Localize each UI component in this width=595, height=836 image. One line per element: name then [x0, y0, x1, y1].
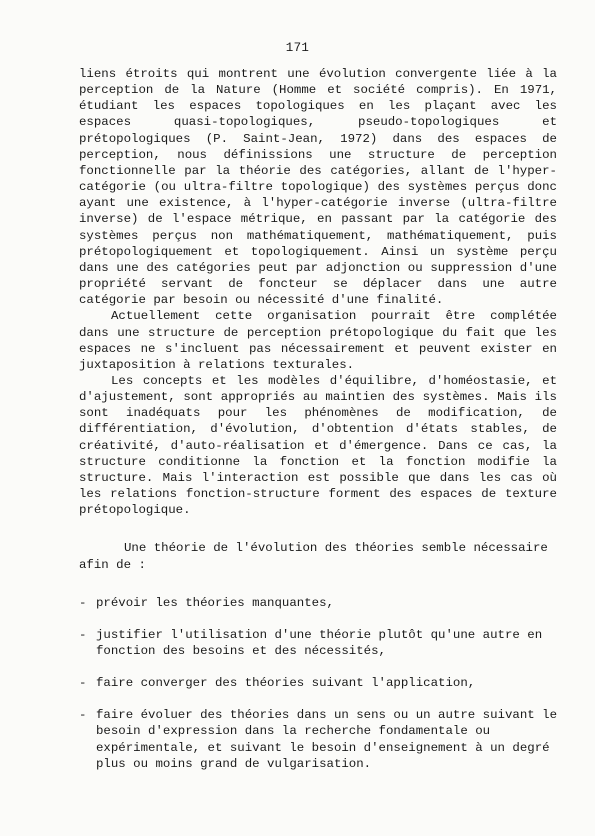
dash-bullet-icon: - — [79, 627, 87, 642]
list-item — [79, 707, 557, 772]
list-item-text: prévoir les théories manquantes, — [96, 595, 334, 610]
list-item — [79, 595, 557, 611]
page-number: 171 — [285, 41, 310, 55]
objectives-list — [79, 595, 557, 772]
list-item — [79, 627, 557, 659]
list-intro: Une théorie de l'évolution des théories semble nécessaire afin de : — [79, 541, 548, 572]
paragraph-concepts: Les concepts et les modèles d'équilibre, d'homéostasie, et d'ajustement, sont appropriés au maintien des systèmes. Mais ils sont inadéquats pour les phénomènes de modification, de différentiation, d'évolution, d'obtention d'états stables, de créativité, d'auto-réalisation et d'émergence. Dans ce cas, la structure conditionne la fonction et la fonction modifie la structure. Mais l'interaction est possible que dans les cas où les relations fonction-structure forment des espaces de texture prétopologique. — [79, 373, 557, 518]
paragraph-continued: liens étroits qui montrent une évolution convergente liée à la perception de la Nature (Homme et société compris). En 1971, étudiant les espaces topologiques en les plaçant avec les espaces quasi-topologiques, pseudo-topologiques et prétopologiques (P. Saint-Jean, 1972) dans des espaces de perception, nous définissions une structure de perception fonctionnelle par la théorie des catégories, allant de l'hyper-catégorie (ou ultra-filtre topologique) des systèmes perçus donc ayant une existence, à l'hyper-catégorie inverse (ultra-filtre inverse) de l'espace métrique, en passant par la catégorie des systèmes perçus non mathématiquement, mathématiquement, puis prétopologiquement et topologiquement. Ainsi un système perçu dans une des catégories peut par adjonction ou suppression d'une propriété servant de foncteur se déplacer dans une autre catégorie par besoin ou nécessité d'une finalité. — [79, 67, 557, 308]
dash-bullet-icon: - — [79, 676, 87, 691]
list-item-text: faire converger des théories suivant l'application, — [96, 676, 476, 691]
dash-bullet-icon: - — [79, 708, 87, 723]
body-text — [79, 66, 557, 788]
paragraph-organisation: Actuellement cette organisation pourrait être complétée dans une structure de perception prétopologique du fait que les espaces ne s'incluent pas nécessairement et peuvent exister en juxtaposition à relations texturales. — [79, 309, 557, 372]
list-item-text: faire évoluer des théories dans un sens ou un autre suivant le besoin d'expression dans la recherche fondamentale ou expérimentale, et suivant le besoin d'enseignement à un degré plus ou moins grand de vulgarisation. — [96, 708, 558, 771]
list-item — [79, 675, 557, 691]
dash-bullet-icon: - — [79, 595, 87, 610]
list-item-text: justifier l'utilisation d'une théorie plutôt qu'une autre en fonction des besoins et des nécessités, — [96, 627, 543, 658]
